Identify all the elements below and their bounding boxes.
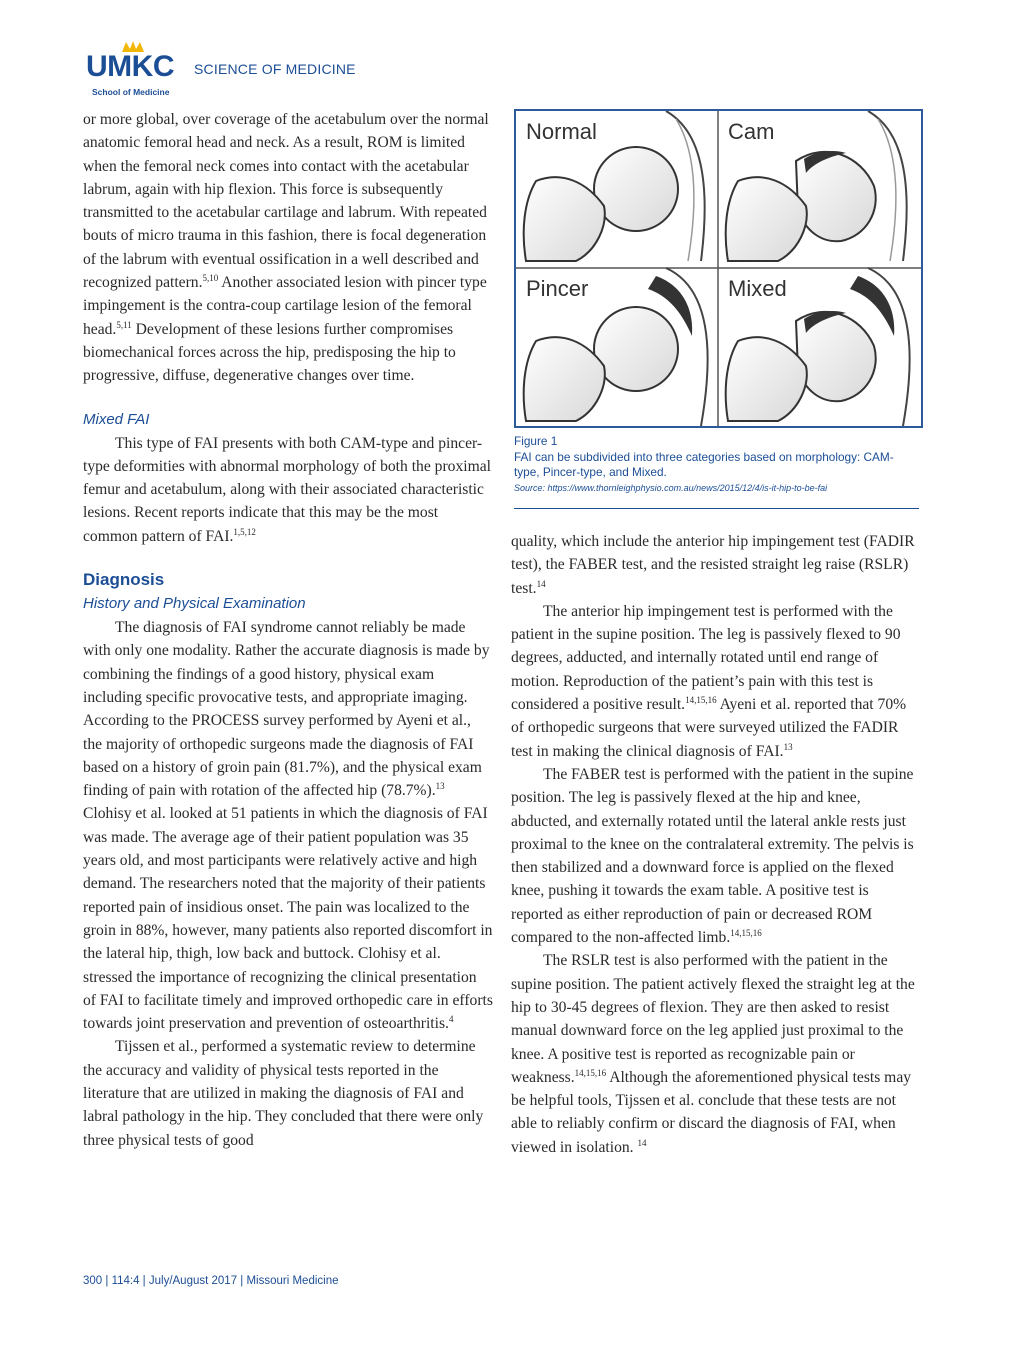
paragraph: quality, which include the anterior hip impingement test (FADIR test), the FABER test, and the resisted straight leg raise (RSLR) test.$^{14}$ bbox=[511, 533, 915, 597]
reference: 14 bbox=[637, 1137, 647, 1148]
journal-header bbox=[86, 40, 386, 100]
paragraph: The anterior hip impingement test is performed with the patient in the supine position. The leg is passively flexed to 90 degrees, adducted, and internally rotated until end range of motion. Reproduction of the patient’s pain with this test is considered a positive result.$^{14,15,16}$ Ayeni et al. reported that 70% of orthopedic surgeons that were surveyed utilized the FADIR test in making the clinical diagnosis of FAI.$^{13}$ bbox=[511, 602, 907, 760]
reference: 13 bbox=[435, 780, 445, 791]
figure-label-normal: Normal bbox=[526, 119, 597, 144]
subsection-heading-history: History and Physical Examination bbox=[83, 595, 306, 613]
logo-subtitle: School of Medicine bbox=[92, 87, 170, 97]
reference: 5,11 bbox=[116, 319, 132, 330]
reference: 14 bbox=[536, 578, 546, 589]
reference: 5,10 bbox=[202, 272, 219, 283]
page-footer: 300 | 114:4 | July/August 2017 | Missouri Medicine bbox=[83, 1275, 339, 1287]
paragraph: The diagnosis of FAI syndrome cannot reliably be made with only one modality. Rather the accurate diagnosis is made by combining the findings of a good history, physical exam including specific provocative tests, and appropriate imaging. According to the PROCESS survey performed by Ayeni et al., the majority of orthopedic surgeons made the diagnosis of FAI based on a history of groin pain (81.7%), and the physical exam finding of pain with rotation of the affected hip (78.7%).$^{13}$ Clohisy et al. looked at 51 patients in which the diagnosis of FAI was made. The average age of their patient population was 35 years old, and most participants were relatively active and high demand. The researchers noted that the majority of their patients reported pain of insidious onset. The pain was localized to the groin in 88%, however, many patients also reported discomfort in the lateral hip, thigh, low back and buttock. Clohisy et al. stressed the importance of recognizing the clinical presentation of FAI to facilitate timely and improved orthopedic care in efforts towards joint preservation and prevention of osteoarthritis.$^4$ bbox=[83, 619, 493, 1033]
paragraph: or more global, over coverage of the acetabulum over the normal anatomic femoral head and neck. As a result, ROM is limited when the femoral neck comes into contact with the acetabular labrum, again with hip flexion. This force is subsequently transmitted to the acetabular cartilage and labrum. With repeated bouts of micro trauma in this fashion, there is focal degeneration of the labrum with eventual ossification in a well described and recognized pattern.$^{5,10}$ Another associated lesion with pincer type impingement is the contra-coup cartilage lesion of the femoral head.$^{5,11}$ Development of these lesions further compromises biomechanical forces across the hip, predisposing the hip to progressive, diffuse, degenerative changes over time. bbox=[83, 111, 489, 385]
reference: 14,15,16 bbox=[574, 1067, 607, 1078]
reference: 13 bbox=[783, 741, 793, 752]
paragraph: The FABER test is performed with the patient in the supine position. The leg is passively flexed at the hip and knee, abducted, and externally rotated until the lateral ankle rests just proximal to the knee on the contralateral extremity. The pelvis is then stabilized and a downward force is applied on the flexed knee, pushing it towards the exam table. A positive test is reported as either reproduction of pain or decreased ROM compared to the non-affected limb.$^{14,15,16}$ bbox=[511, 765, 914, 947]
paragraph: Tijssen et al., performed a systematic review to determine the accuracy and validity of physical tests reported in the literature that are utilized in making the diagnosis of FAI and labral pathology in the hip. They concluded that there were only three physical tests of good bbox=[83, 1038, 484, 1149]
figure-label-mixed: Mixed bbox=[728, 276, 787, 301]
paragraph: This type of FAI presents with both CAM-type and pincer-type deformities with abnormal morphology of both the proximal femur and acetabulum, along with their associated characteristic lesions. Recent reports indicate that this may be the most common pattern of FAI.$^{1,5,12}$ bbox=[83, 434, 491, 545]
figure-caption bbox=[514, 434, 919, 496]
fai-morphology-diagram bbox=[516, 111, 921, 426]
paragraph: The RSLR test is also performed with the patient in the supine position. The patient actively flexed the straight leg at the hip to 30-45 degrees of flexion. They are then asked to resist manual downward force on the leg applied just proximal to the knee. A positive test is reported as recognizable pain or weakness.$^{14,15,16}$ Although the aforementioned physical tests may be helpful tools, Tijssen et al. conclude that these tests are not able to reliably confirm or discard the diagnosis of FAI, when viewed in isolation. $^{14}$ bbox=[511, 952, 915, 1156]
reference: 1,5,12 bbox=[233, 526, 256, 537]
right-column bbox=[511, 530, 919, 1159]
figure-source-link[interactable]: Source: https://www.thornleighphysio.com.au/news/2015/12/4/is-it-hip-to-be-fai bbox=[514, 482, 828, 493]
section-heading-diagnosis: Diagnosis bbox=[83, 570, 165, 590]
figure-caption-title: Figure 1 bbox=[514, 434, 558, 448]
section-brand: SCIENCE OF MEDICINE bbox=[194, 61, 356, 77]
left-column bbox=[83, 108, 493, 1152]
umkc-logo: UMKC bbox=[86, 50, 174, 83]
reference: 4 bbox=[448, 1013, 454, 1024]
section-heading-mixed-fai: Mixed FAI bbox=[83, 410, 150, 428]
figure-caption-text: FAI can be subdivided into three categories based on morphology: CAM-type, Pincer-type, and Mixed. bbox=[514, 449, 894, 479]
figure-label-cam: Cam bbox=[728, 119, 775, 144]
figure-1-image bbox=[514, 109, 923, 428]
figure-label-pincer: Pincer bbox=[526, 276, 589, 301]
caption-divider bbox=[514, 508, 919, 509]
reference: 14,15,16 bbox=[685, 694, 717, 705]
reference: 14,15,16 bbox=[730, 927, 762, 938]
